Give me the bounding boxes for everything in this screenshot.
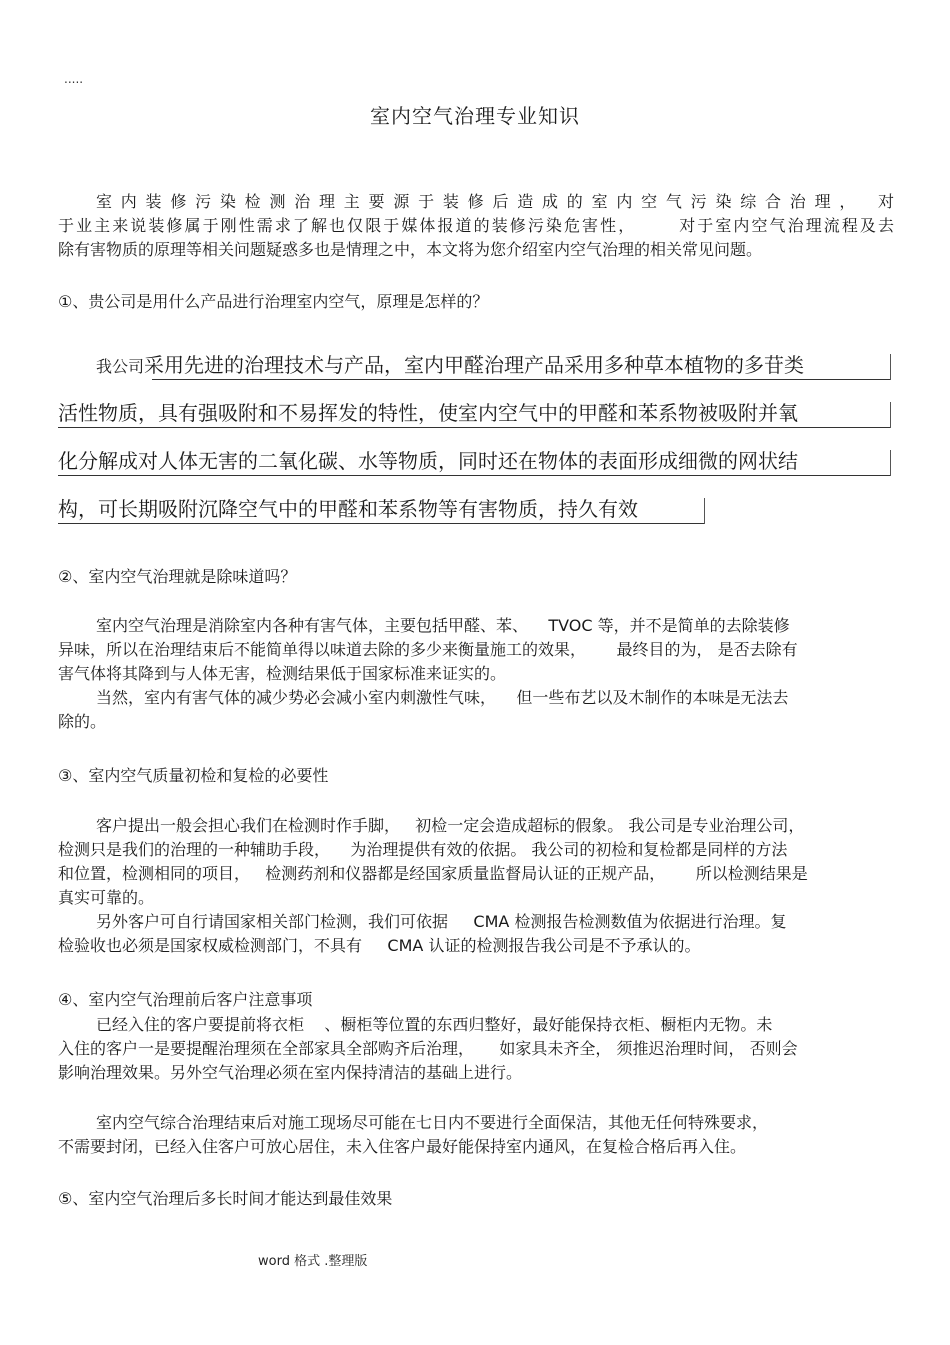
line-border	[704, 498, 705, 524]
answer-line	[58, 476, 894, 524]
answer-text: 活性物质，具有强吸附和不易挥发的特性，使室内空气中的甲醛和苯系物被吸附并氧	[58, 401, 798, 425]
line-border	[890, 402, 891, 428]
answer-line: 检验收也必须是国家权威检测部门，不具有 CMA 认证的检测报告我公司是不予承认的。	[58, 936, 701, 955]
question-3-heading: ③、室内空气质量初检和复检的必要性	[58, 766, 329, 785]
question-4-answer	[58, 1013, 894, 1085]
answer-line: 室内空气综合治理结束后对施工现场尽可能在七日内不要进行全面保洁，其他无任何特殊要求，	[96, 1113, 769, 1132]
header-dots: .....	[64, 72, 84, 86]
line-border	[890, 450, 891, 476]
answer-line: 害气体将其降到与人体无害，检测结果低于国家标准来证实的。	[58, 664, 507, 683]
question-2-heading: ②、室内空气治理就是除味道吗？	[58, 567, 297, 586]
answer-line: 影响治理效果。另外空气治理必须在室内保持清洁的基础上进行。	[58, 1063, 523, 1082]
answer-line	[58, 380, 894, 428]
question-4-note	[58, 1111, 894, 1159]
line-border	[890, 354, 891, 380]
question-3-answer	[58, 814, 894, 958]
question-4-heading: ④、室内空气治理前后客户注意事项	[58, 990, 313, 1009]
intro-paragraph	[58, 190, 894, 262]
answer-line: 已经入住的客户要提前将衣柜 、橱柜等位置的东西归整好，最好能保持衣柜、橱柜内无物。未	[96, 1015, 773, 1034]
document-title: 室内空气治理专业知识	[370, 104, 580, 128]
answer-text: 构，可长期吸附沉降空气中的甲醛和苯系物等有害物质，持久有效	[58, 497, 638, 521]
answer-text: 化分解成对人体无害的二氧化碳、水等物质，同时还在物体的表面形成细微的网状结	[58, 449, 798, 473]
answer-line: 另外客户可自行请国家相关部门检测，我们可依据 CMA 检测报告检测数值为依据进行治理。复	[96, 912, 787, 931]
answer-text: 采用先进的治理技术与产品，室内甲醛治理产品采用多种草本植物的多苷类	[144, 353, 805, 377]
underline	[58, 523, 704, 524]
answer-line: 和位置，检测相同的项目， 检测药剂和仪器都是经国家质量监督局认证的正规产品， 所以检测结果是	[58, 864, 808, 883]
answer-line	[58, 428, 894, 476]
answer-line: 室内空气治理是消除室内各种有害气体，主要包括甲醛、苯、 TVOC 等，并不是简单的去除装修	[96, 616, 790, 635]
intro-line: 室内装修污染检测治理主要源于装修后造成的室内空气污染综合治理， 对	[96, 192, 894, 211]
question-2-answer	[58, 614, 894, 734]
answer-line: 当然，室内有害气体的减少势必会减小室内刺激性气味， 但一些布艺以及木制作的本味是无法去	[96, 688, 789, 707]
answer-line: 客户提出一般会担心我们在检测时作手脚， 初检一定会造成超标的假象。 我公司是专业治理公司，	[96, 816, 805, 835]
answer-line: 检测只是我们的治理的一种辅助手段， 为治理提供有效的依据。 我公司的初检和复检都是同样的方法	[58, 840, 788, 859]
answer-lead: 我公司	[96, 357, 145, 376]
answer-line: 入住的客户一是要提醒治理须在全部家具全部购齐后治理， 如家具未齐全， 须推迟治理时间， 否则会	[58, 1039, 798, 1058]
page-footer: word 格式 .整理版	[258, 1254, 368, 1269]
answer-line: 除的。	[58, 712, 107, 731]
answer-line: 不需要封闭，已经入住客户可放心居住，未入住客户最好能保持室内通风，在复检合格后再入住。	[58, 1137, 747, 1156]
question-1-answer	[58, 332, 894, 524]
answer-line	[58, 332, 894, 380]
question-1-heading: ①、贵公司是用什么产品进行治理室内空气，原理是怎样的？	[58, 292, 489, 311]
answer-line: 异味，所以在治理结束后不能简单得以味道去除的多少来衡量施工的效果， 最终目的为， 是否去除有	[58, 640, 798, 659]
intro-line: 除有害物质的原理等相关问题疑惑多也是情理之中，本文将为您介绍室内空气治理的相关常见问题。	[58, 240, 763, 259]
question-5-heading: ⑤、室内空气治理后多长时间才能达到最佳效果	[58, 1189, 393, 1208]
intro-line: 于业主来说装修属于刚性需求了解也仅限于媒体报道的装修污染危害性， 对于室内空气治理流程及去	[58, 216, 894, 235]
answer-line: 真实可靠的。	[58, 888, 155, 907]
